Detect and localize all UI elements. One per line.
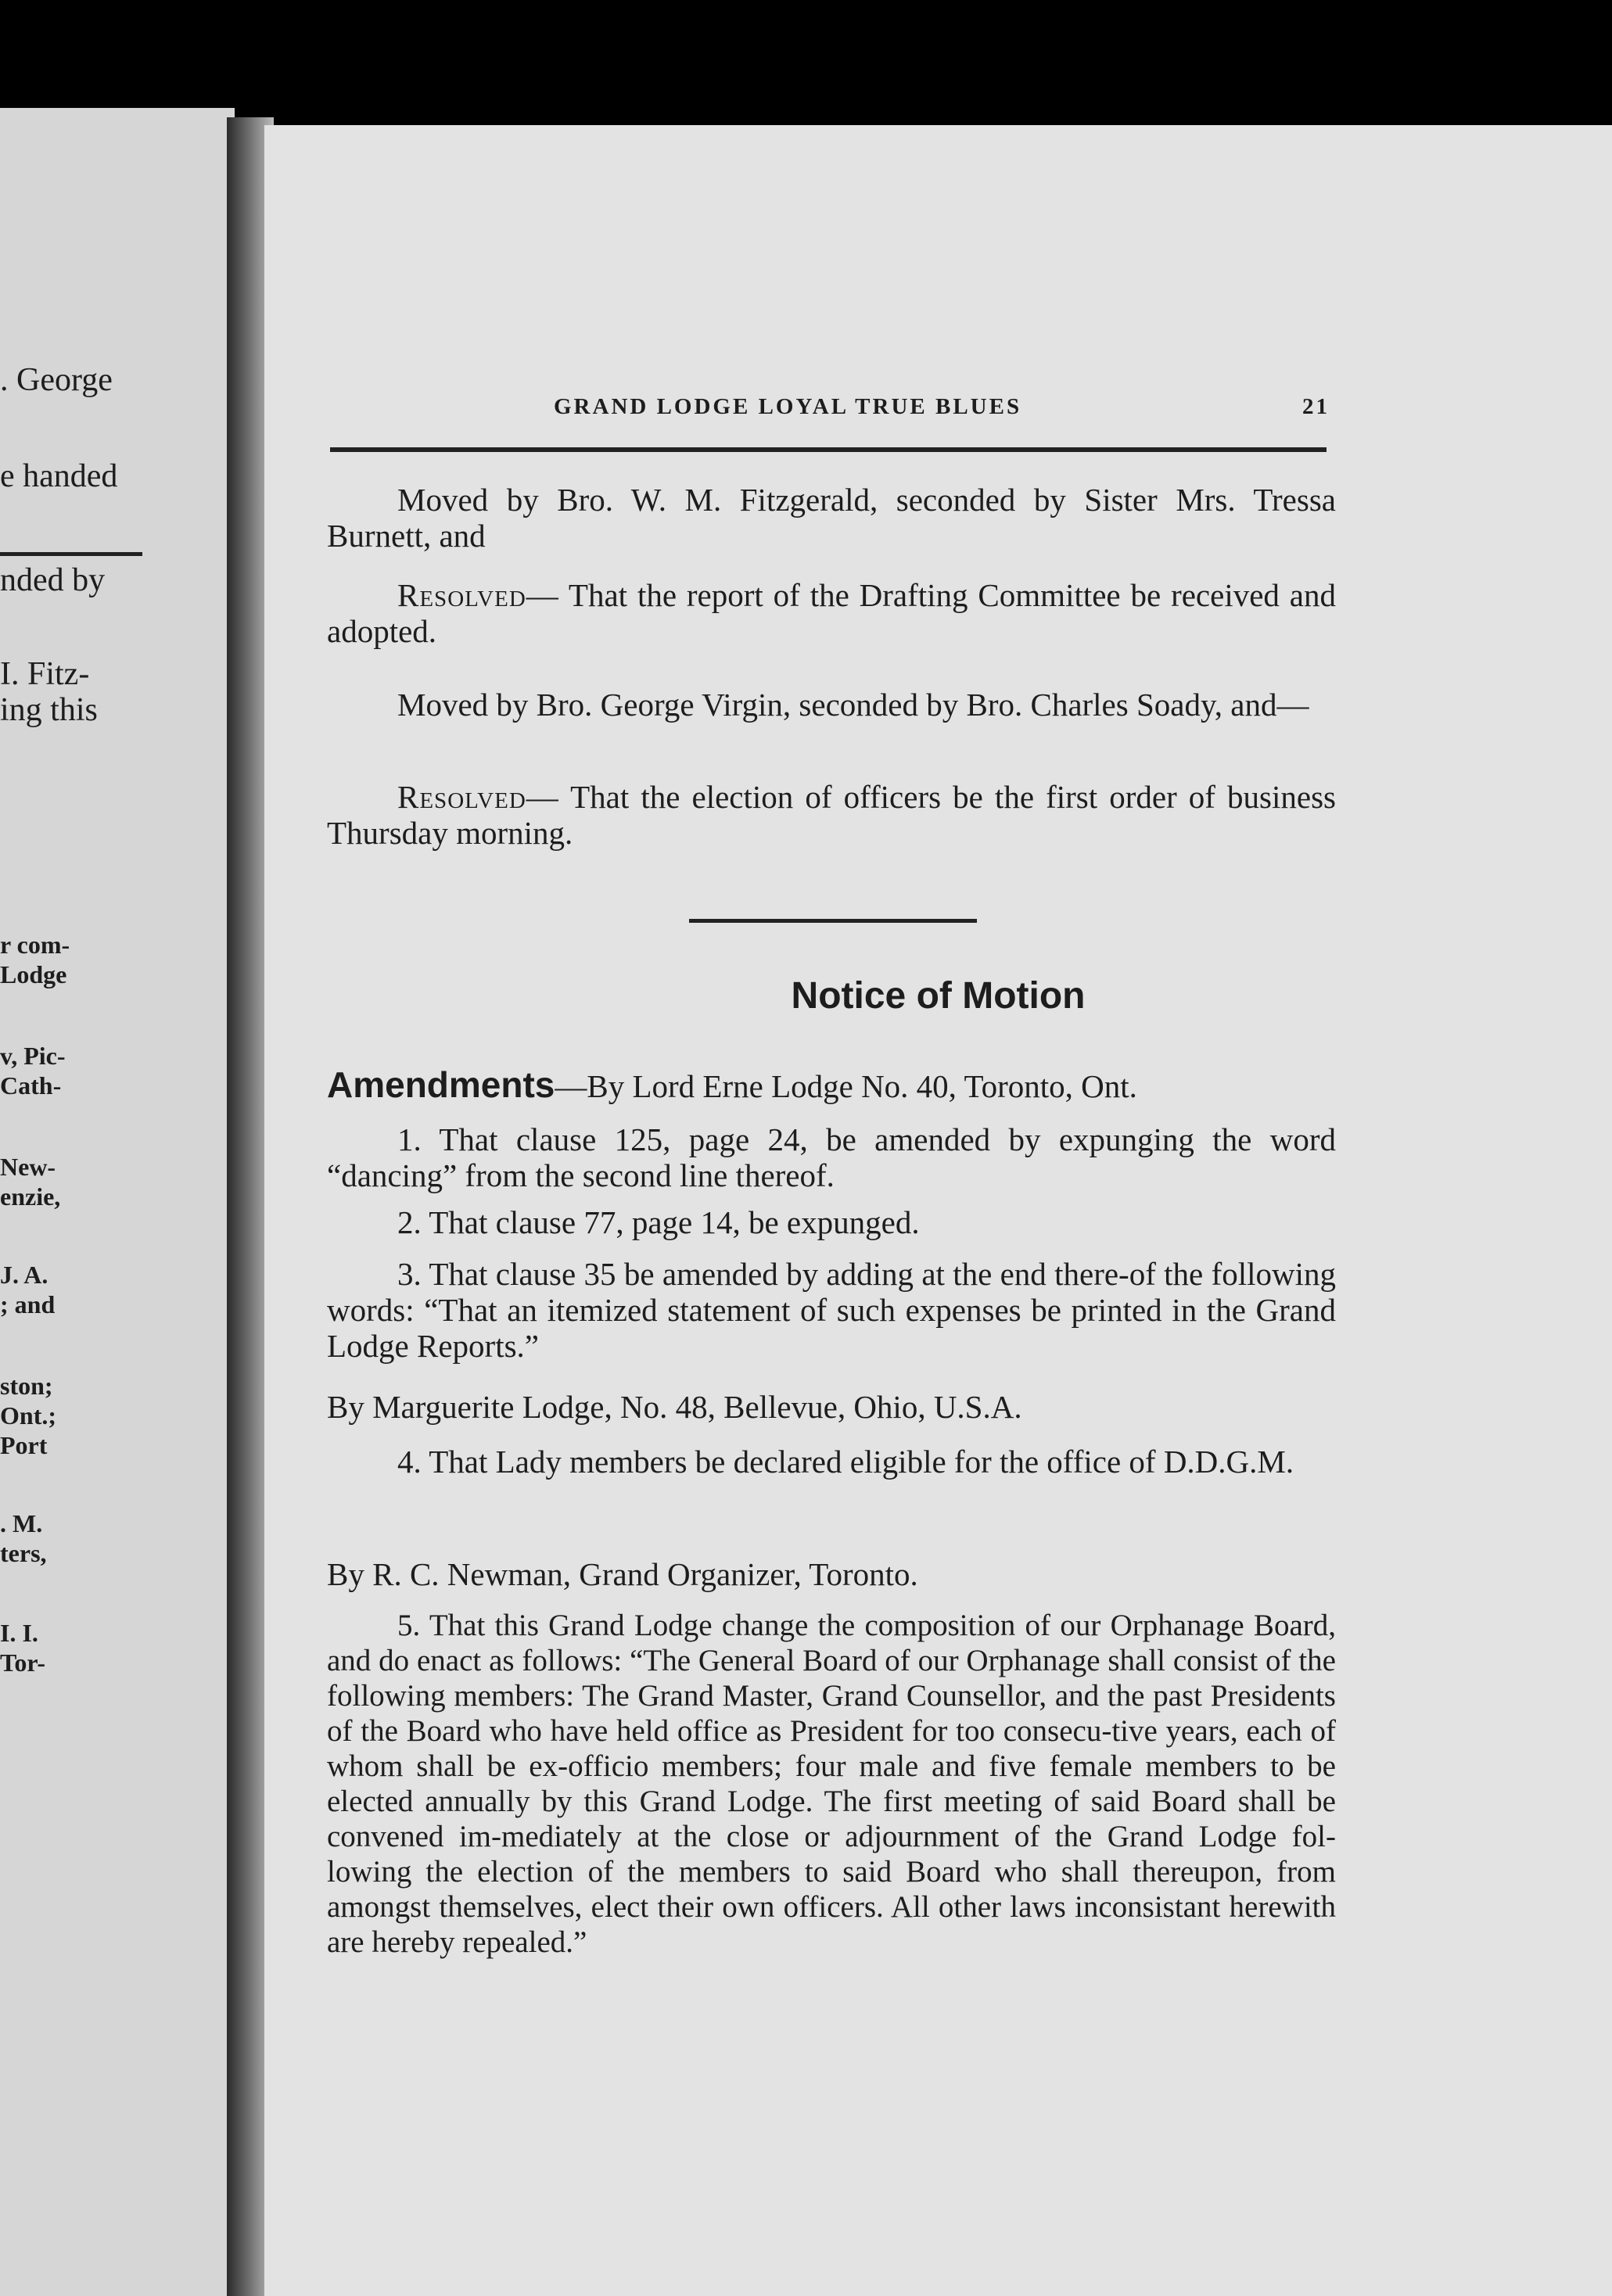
amendments-source: —By Lord Erne Lodge No. 40, Toronto, Ont. [555,1068,1137,1104]
left-page-fragment: Tor- [0,1648,46,1677]
left-page-fragment: I. Fitz- [0,656,90,692]
left-page-fragment: ston; [0,1372,53,1400]
amendments-label: Amendments [327,1064,555,1105]
left-page-fragment: nded by [0,562,106,598]
left-page-fragment: New- [0,1153,56,1181]
left-page-fragment: ters, [0,1539,47,1567]
amendment-item: 4. That Lady members be declared eligible for the office of D.D.G.M. [397,1444,1294,1480]
header-rule [330,447,1327,452]
left-page-fragment: ing this [0,692,98,728]
motion-paragraph: Moved by Bro. George Virgin, seconded by Bro. Charles Soady, and— [397,687,1309,723]
resolved-label: Resolved— [397,577,559,613]
left-page-fragment: . George [0,362,113,398]
left-page-fragment: Ont.; [0,1401,56,1430]
amendment-source: By R. C. Newman, Grand Organizer, Toronto. [327,1556,918,1592]
left-page-rule [0,552,142,556]
left-page-fragment: e handed [0,458,118,494]
amendment-item: 1. That clause 125, page 24, be amended by expunging the word “dancing” from the second line thereof. [327,1121,1336,1193]
left-page-fragment: Lodge [0,960,67,988]
resolved-label: Resolved— [397,779,559,815]
left-page-fragment: v, Pic- [0,1042,66,1070]
left-page [0,108,235,2296]
resolution-text: That the report of the Drafting Committee be received and adopted. [327,577,1336,649]
section-divider [689,919,977,923]
resolution-text: That the election of officers be the first order of business Thursday morning. [327,779,1336,851]
motion-paragraph: Moved by Bro. W. M. Fitzgerald, seconded by Sister Mrs. Tressa Burnett, and [327,482,1336,554]
right-page [264,125,1612,2296]
left-page-fragment: Port [0,1431,48,1459]
amendment-item: 3. That clause 35 be amended by adding at the end there-of the following words: “That an itemized statement of such expenses be printed in the Grand Lodge Reports.” [327,1256,1336,1364]
running-header [554,394,1330,420]
resolution-paragraph [327,779,1336,851]
page-number: 21 [1302,394,1330,419]
amendment-item: 2. That clause 77, page 14, be expunged. [397,1204,920,1240]
left-page-fragment: . M. [0,1509,43,1537]
section-heading: Notice of Motion [791,975,1086,1017]
header-title: GRAND LODGE LOYAL TRUE BLUES [554,394,1022,419]
left-page-fragment: I. I. [0,1619,38,1647]
amendment-source: By Marguerite Lodge, No. 48, Bellevue, Ohio, U.S.A. [327,1389,1022,1425]
left-page-fragment: r com- [0,931,70,959]
left-page-fragment: Cath- [0,1071,62,1100]
left-page-fragment: ; and [0,1290,56,1318]
left-page-fragment: J. A. [0,1261,48,1289]
amendments-line [327,1064,1336,1105]
resolution-paragraph [327,577,1336,649]
left-page-fragment: enzie, [0,1182,61,1211]
amendment-item: 5. That this Grand Lodge change the composition of our Orphanage Board, and do enact as follows: “The General Board of our Orphanage shall consist of the following members: The Grand Master, Grand Counsellor, and the past Presidents of the Board who have held office as President for too consecu-tive years, each of whom shall be ex-officio members; four male and five female members to be elected annually by this Grand Lodge. The first meeting of said Board shall be convened im-mediately at the close or adjournment of the Grand Lodge fol-lowing the election of the members to said Board who shall thereupon, from amongst themselves, elect their own officers. All other laws inconsistant herewith are hereby repealed.” [327,1609,1336,1959]
